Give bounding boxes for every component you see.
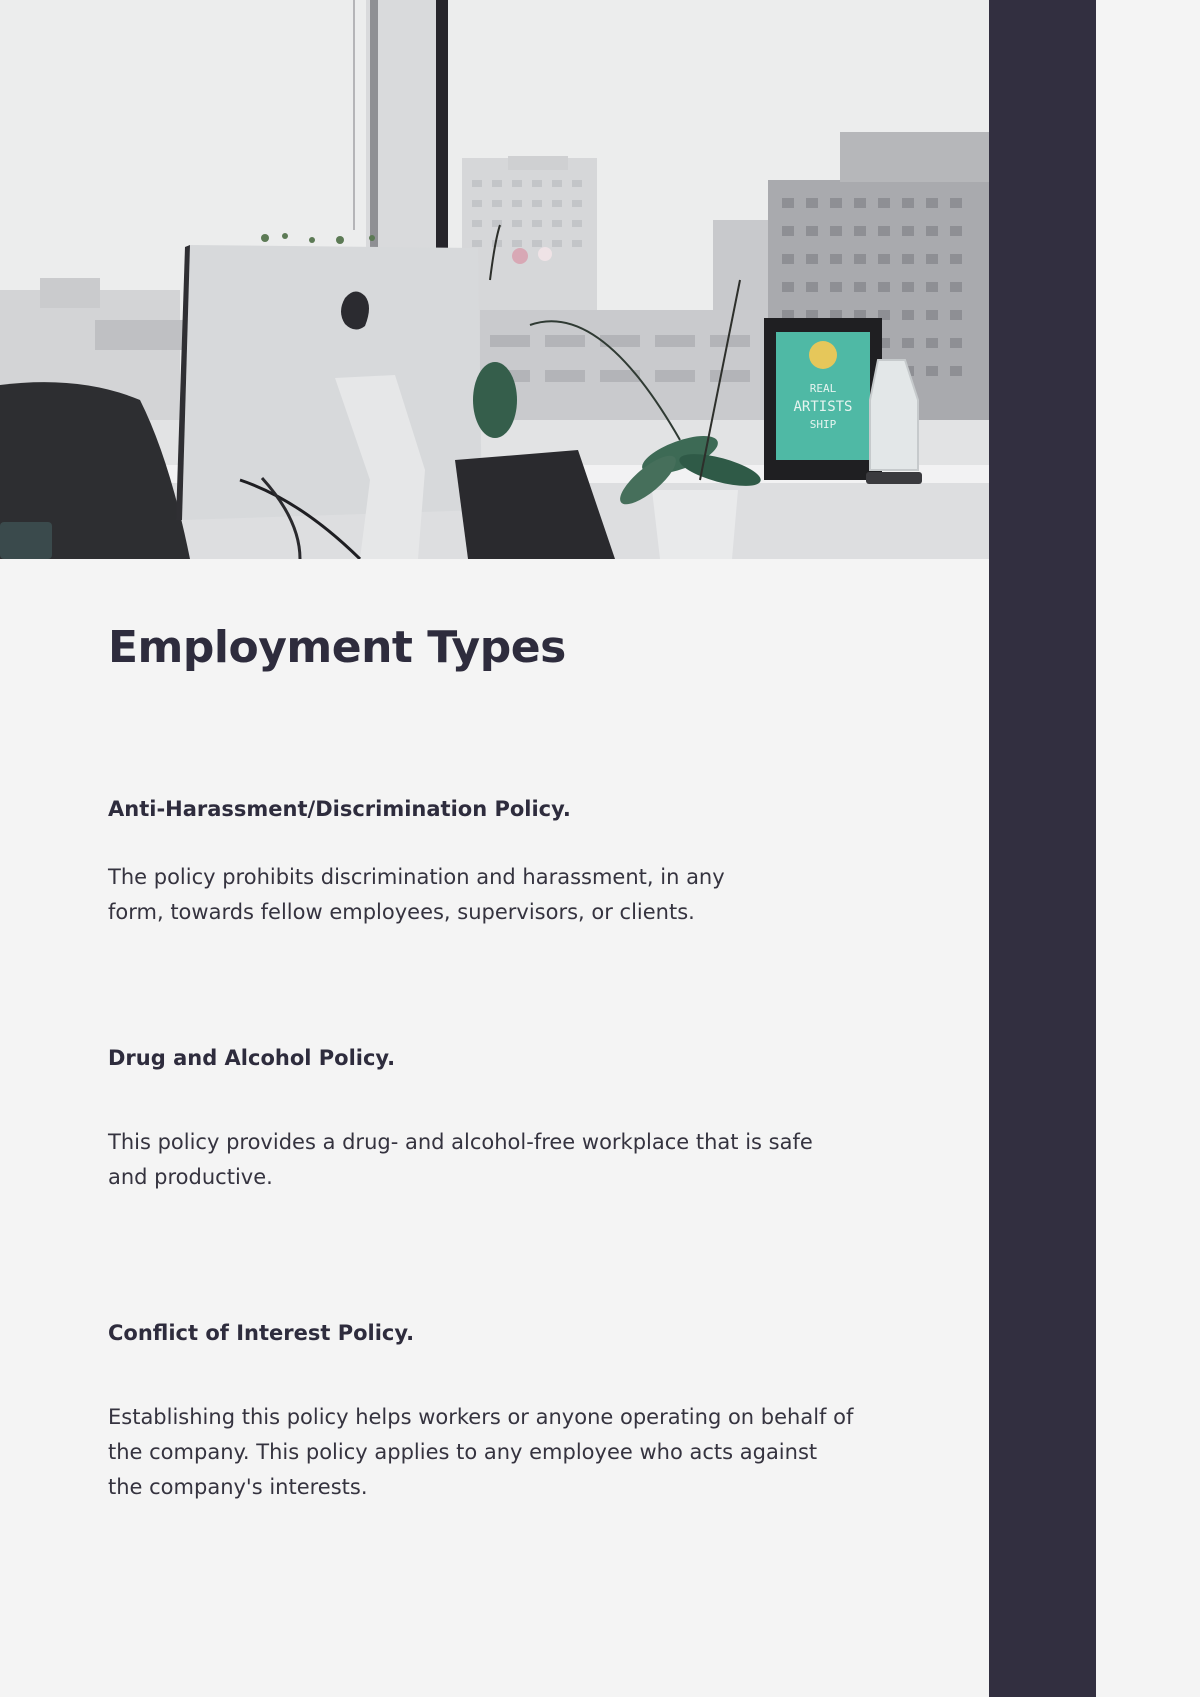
conflict-of-interest-body — [108, 1400, 853, 1505]
anti-harassment-heading: Anti-Harassment/Discrimination Policy. — [108, 797, 571, 821]
right-margin — [1096, 0, 1200, 1697]
office-desk-photo — [0, 0, 989, 559]
decorative-sidebar-stripe — [989, 0, 1096, 1697]
drug-alcohol-body — [108, 1125, 813, 1195]
drug-alcohol-line-1: This policy provides a drug- and alcohol-free workplace that is safe — [108, 1130, 813, 1154]
page-title: Employment Types — [108, 622, 566, 673]
anti-harassment-body — [108, 860, 725, 930]
poster-text-1: REAL — [809, 382, 837, 395]
anti-harassment-line-1: The policy prohibits discrimination and harassment, in any — [108, 865, 725, 889]
anti-harassment-line-2: form, towards fellow employees, supervisors, or clients. — [108, 900, 695, 924]
conflict-of-interest-line-1: Establishing this policy helps workers or anyone operating on behalf of — [108, 1405, 854, 1429]
poster-text-2: ARTISTS — [793, 399, 853, 415]
drug-alcohol-heading: Drug and Alcohol Policy. — [108, 1046, 396, 1070]
poster-text-3: SHIP — [809, 418, 837, 431]
conflict-of-interest-line-3: the company's interests. — [108, 1475, 368, 1499]
conflict-of-interest-heading: Conflict of Interest Policy. — [108, 1321, 415, 1345]
drug-alcohol-line-2: and productive. — [108, 1165, 273, 1189]
conflict-of-interest-line-2: the company. This policy applies to any employee who acts against — [108, 1440, 818, 1464]
